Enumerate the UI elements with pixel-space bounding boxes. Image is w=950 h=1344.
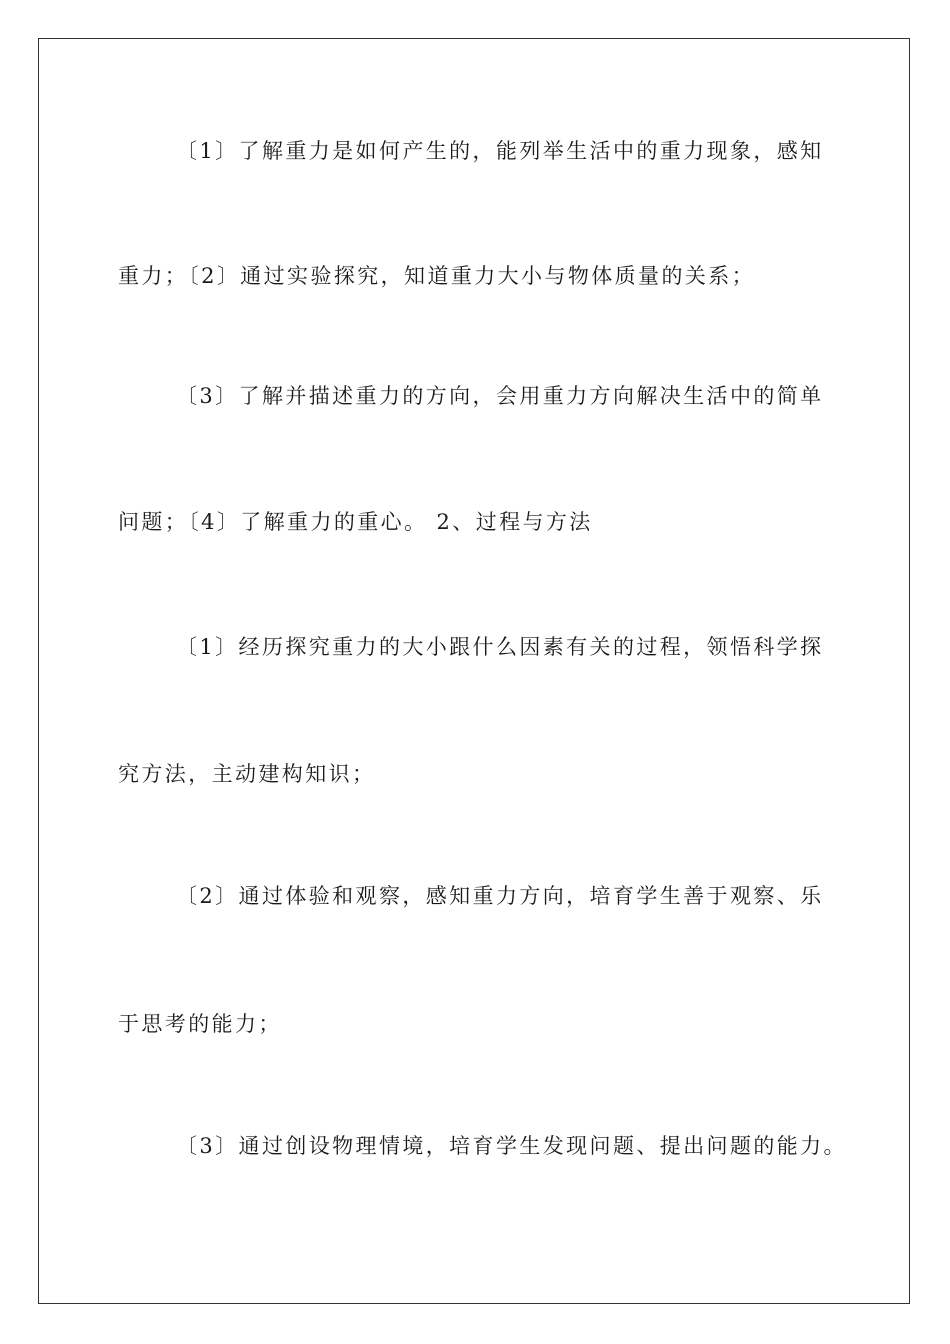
text-line-4: 问题；〔4〕了解重力的重心。 2、过程与方法 xyxy=(118,510,593,534)
text-line-2: 重力；〔2〕通过实验探究，知道重力大小与物体质量的关系； xyxy=(118,264,756,288)
text-line-1: 〔1〕了解重力是如何产生的，能列举生活中的重力现象，感知 xyxy=(176,139,824,163)
text-line-7: 〔2〕通过体验和观察，感知重力方向，培育学生善于观察、乐 xyxy=(176,884,824,908)
text-line-3: 〔3〕了解并描述重力的方向，会用重力方向解决生活中的简单 xyxy=(176,384,824,408)
text-line-9: 〔3〕通过创设物理情境，培育学生发现问题、提出问题的能力。 xyxy=(176,1134,847,1158)
text-line-5: 〔1〕经历探究重力的大小跟什么因素有关的过程，领悟科学探 xyxy=(176,635,824,659)
text-line-8: 于思考的能力； xyxy=(118,1012,282,1036)
text-line-6: 究方法，主动建构知识； xyxy=(118,762,376,786)
page-border xyxy=(38,38,910,1304)
